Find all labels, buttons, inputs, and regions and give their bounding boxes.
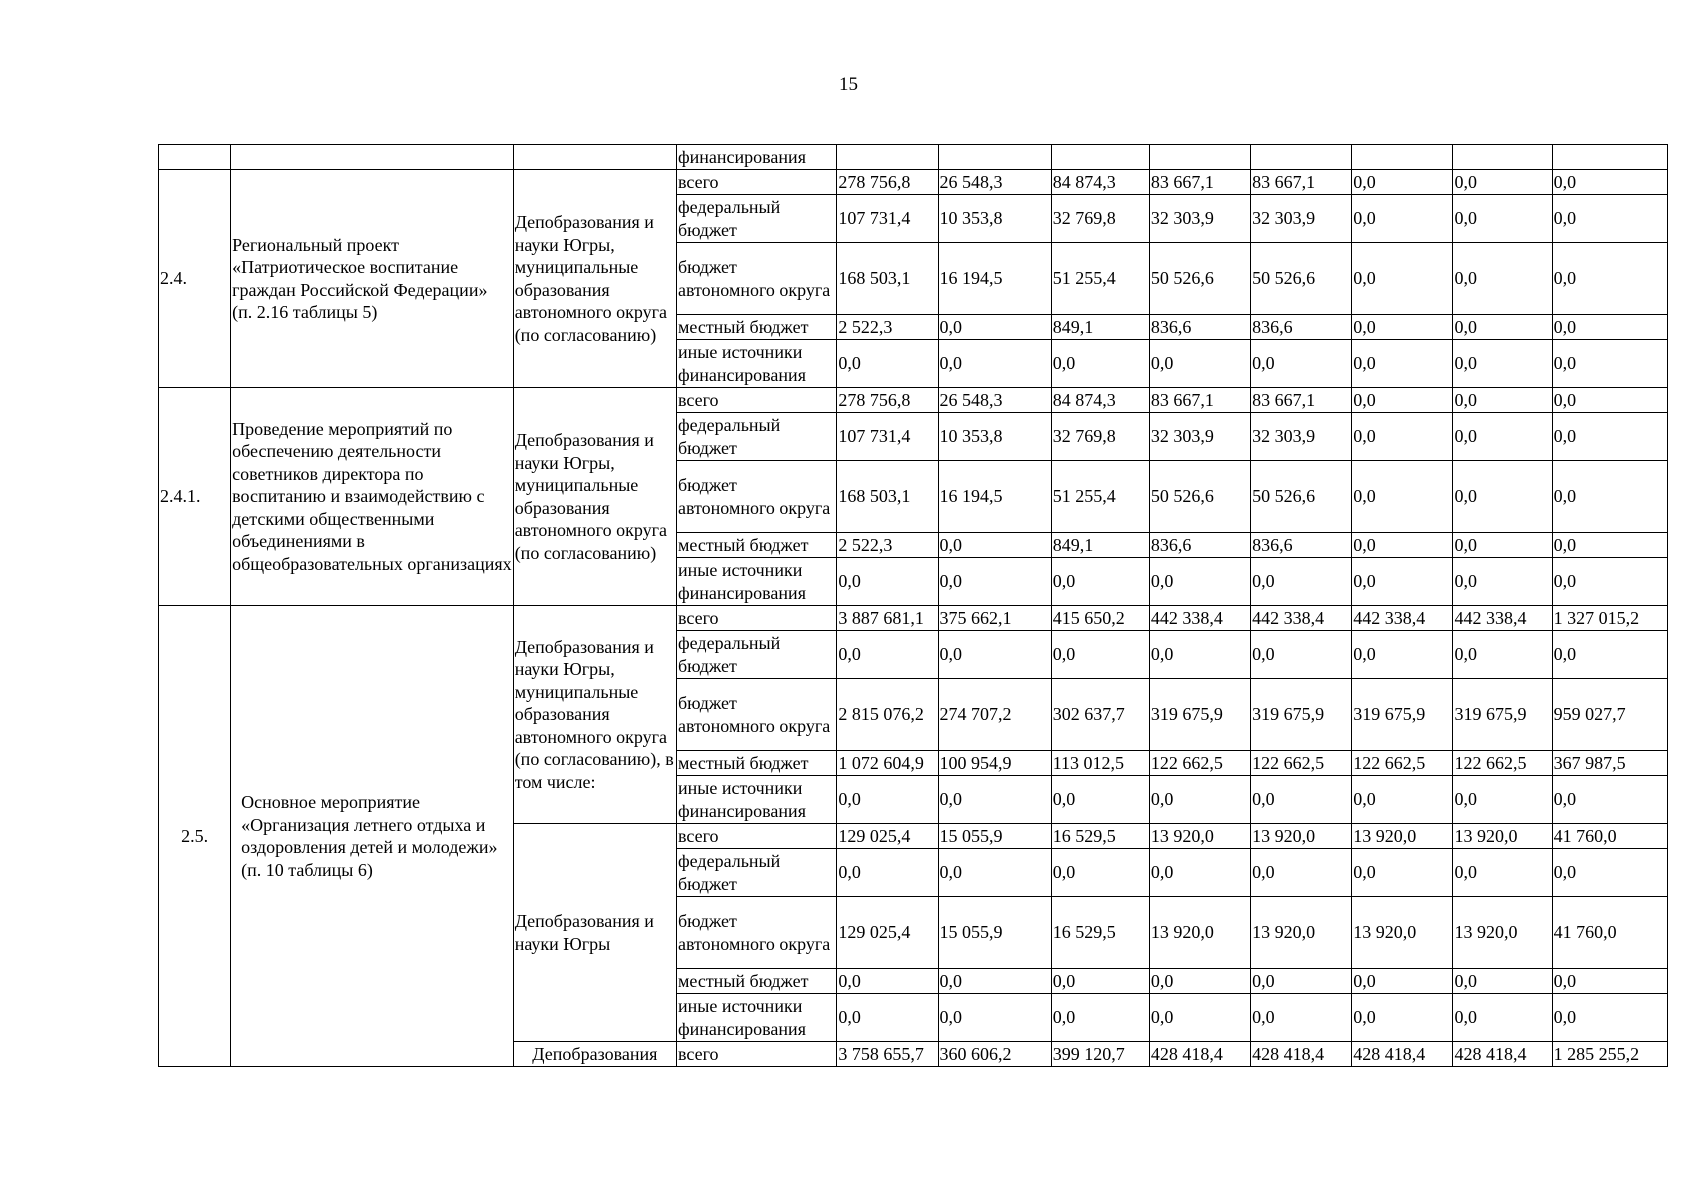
value-cell: 41 760,0: [1552, 824, 1667, 849]
funding-source-cell: федеральный бюджет: [677, 849, 837, 897]
value-cell: 0,0: [1453, 994, 1552, 1042]
value-cell: 0,0: [1552, 388, 1667, 413]
budget-table: [158, 144, 1668, 1067]
value-cell: 0,0: [1552, 461, 1667, 533]
value-cell: 0,0: [1352, 533, 1453, 558]
code-cell: [159, 145, 231, 170]
value-cell: 168 503,1: [837, 461, 938, 533]
value-cell: 1 327 015,2: [1552, 606, 1667, 631]
value-cell: 0,0: [1453, 776, 1552, 824]
value-cell: [1051, 145, 1149, 170]
value-cell: 0,0: [938, 969, 1051, 994]
value-cell: 32 303,9: [1251, 413, 1352, 461]
value-cell: 0,0: [1453, 461, 1552, 533]
value-cell: 0,0: [1149, 776, 1250, 824]
value-cell: 41 760,0: [1552, 897, 1667, 969]
value-cell: 0,0: [938, 631, 1051, 679]
value-cell: 2 522,3: [837, 533, 938, 558]
value-cell: 32 769,8: [1051, 413, 1149, 461]
value-cell: 83 667,1: [1149, 388, 1250, 413]
value-cell: 0,0: [1051, 340, 1149, 388]
value-cell: 0,0: [1552, 631, 1667, 679]
value-cell: 15 055,9: [938, 897, 1051, 969]
value-cell: 16 529,5: [1051, 897, 1149, 969]
value-cell: 15 055,9: [938, 824, 1051, 849]
value-cell: 50 526,6: [1251, 243, 1352, 315]
value-cell: 428 418,4: [1352, 1042, 1453, 1067]
value-cell: 0,0: [1251, 969, 1352, 994]
funding-source-cell: местный бюджет: [677, 751, 837, 776]
value-cell: 0,0: [938, 315, 1051, 340]
funding-source-cell: бюджет автономного округа: [677, 679, 837, 751]
name-cell: Основное мероприятие «Организация летнего отдыха и оздоровления детей и молодежи» (п. 10 таблицы 6): [231, 606, 514, 1067]
value-cell: 428 418,4: [1453, 1042, 1552, 1067]
value-cell: 0,0: [1149, 340, 1250, 388]
funding-source-cell: всего: [677, 824, 837, 849]
funding-source-cell: всего: [677, 1042, 837, 1067]
funding-source-cell: федеральный бюджет: [677, 631, 837, 679]
funding-source-cell: финансирования: [677, 145, 837, 170]
value-cell: 50 526,6: [1149, 243, 1250, 315]
responsible-cell: Депобразования и науки Югры, муниципальные образования автономного округа (по согласованию): [513, 170, 676, 388]
value-cell: 13 920,0: [1251, 897, 1352, 969]
value-cell: 0,0: [1453, 849, 1552, 897]
value-cell: 122 662,5: [1352, 751, 1453, 776]
value-cell: 0,0: [1352, 631, 1453, 679]
value-cell: 107 731,4: [837, 413, 938, 461]
value-cell: 0,0: [1251, 631, 1352, 679]
value-cell: 2 522,3: [837, 315, 938, 340]
value-cell: [1251, 145, 1352, 170]
value-cell: 0,0: [1552, 994, 1667, 1042]
value-cell: 0,0: [1352, 340, 1453, 388]
value-cell: 0,0: [1453, 195, 1552, 243]
value-cell: 13 920,0: [1149, 897, 1250, 969]
value-cell: [938, 145, 1051, 170]
value-cell: 0,0: [837, 340, 938, 388]
value-cell: 1 072 604,9: [837, 751, 938, 776]
value-cell: 0,0: [1149, 849, 1250, 897]
value-cell: 428 418,4: [1251, 1042, 1352, 1067]
value-cell: [837, 145, 938, 170]
code-cell: 2.4.: [159, 170, 231, 388]
value-cell: 32 769,8: [1051, 195, 1149, 243]
responsible-cell: Депобразования и науки Югры, муниципальные образования автономного округа (по согласованию): [513, 388, 676, 606]
funding-source-cell: бюджет автономного округа: [677, 461, 837, 533]
value-cell: 0,0: [1149, 558, 1250, 606]
value-cell: 0,0: [1251, 340, 1352, 388]
value-cell: 0,0: [1352, 969, 1453, 994]
responsible-cell: Депобразования и науки Югры, муниципальные образования автономного округа (по согласованию), в том числе:: [513, 606, 676, 824]
value-cell: 1 285 255,2: [1552, 1042, 1667, 1067]
value-cell: 849,1: [1051, 315, 1149, 340]
value-cell: 0,0: [1453, 315, 1552, 340]
funding-source-cell: иные источники финансирования: [677, 558, 837, 606]
funding-source-cell: иные источники финансирования: [677, 994, 837, 1042]
value-cell: 0,0: [1552, 243, 1667, 315]
value-cell: 51 255,4: [1051, 243, 1149, 315]
value-cell: 836,6: [1149, 533, 1250, 558]
value-cell: 13 920,0: [1251, 824, 1352, 849]
value-cell: 0,0: [1453, 533, 1552, 558]
value-cell: 0,0: [1552, 558, 1667, 606]
value-cell: 10 353,8: [938, 413, 1051, 461]
value-cell: 274 707,2: [938, 679, 1051, 751]
value-cell: 0,0: [837, 849, 938, 897]
value-cell: 0,0: [837, 631, 938, 679]
value-cell: 13 920,0: [1453, 824, 1552, 849]
page-number: 15: [839, 74, 858, 95]
value-cell: 83 667,1: [1251, 388, 1352, 413]
value-cell: 959 027,7: [1552, 679, 1667, 751]
value-cell: 442 338,4: [1453, 606, 1552, 631]
value-cell: 0,0: [938, 849, 1051, 897]
value-cell: 278 756,8: [837, 170, 938, 195]
value-cell: 122 662,5: [1453, 751, 1552, 776]
value-cell: 0,0: [1453, 340, 1552, 388]
value-cell: 0,0: [1051, 776, 1149, 824]
value-cell: 415 650,2: [1051, 606, 1149, 631]
name-cell: [231, 145, 514, 170]
funding-source-cell: федеральный бюджет: [677, 413, 837, 461]
value-cell: 0,0: [1352, 413, 1453, 461]
value-cell: 0,0: [938, 994, 1051, 1042]
name-cell: Региональный проект «Патриотическое воспитание граждан Российской Федерации» (п. 2.16 таблицы 5): [231, 170, 514, 388]
value-cell: 0,0: [1552, 849, 1667, 897]
value-cell: 0,0: [1051, 558, 1149, 606]
value-cell: 26 548,3: [938, 170, 1051, 195]
value-cell: 32 303,9: [1149, 413, 1250, 461]
value-cell: 26 548,3: [938, 388, 1051, 413]
value-cell: 0,0: [837, 776, 938, 824]
value-cell: 84 874,3: [1051, 170, 1149, 195]
value-cell: [1149, 145, 1250, 170]
value-cell: 302 637,7: [1051, 679, 1149, 751]
value-cell: 13 920,0: [1453, 897, 1552, 969]
value-cell: [1552, 145, 1667, 170]
value-cell: 0,0: [1552, 315, 1667, 340]
code-cell: 2.4.1.: [159, 388, 231, 606]
value-cell: 0,0: [1552, 776, 1667, 824]
value-cell: 168 503,1: [837, 243, 938, 315]
value-cell: 129 025,4: [837, 897, 938, 969]
value-cell: 836,6: [1149, 315, 1250, 340]
value-cell: 13 920,0: [1149, 824, 1250, 849]
value-cell: 122 662,5: [1251, 751, 1352, 776]
value-cell: 319 675,9: [1453, 679, 1552, 751]
value-cell: 0,0: [1051, 631, 1149, 679]
value-cell: 360 606,2: [938, 1042, 1051, 1067]
value-cell: 0,0: [1051, 969, 1149, 994]
funding-source-cell: бюджет автономного округа: [677, 897, 837, 969]
value-cell: 0,0: [1453, 631, 1552, 679]
value-cell: 0,0: [1352, 776, 1453, 824]
value-cell: 0,0: [1051, 994, 1149, 1042]
value-cell: 0,0: [1352, 994, 1453, 1042]
value-cell: 0,0: [1552, 195, 1667, 243]
value-cell: 0,0: [1552, 413, 1667, 461]
value-cell: 0,0: [1453, 243, 1552, 315]
value-cell: 375 662,1: [938, 606, 1051, 631]
responsible-cell: Депобразования: [513, 1042, 676, 1067]
value-cell: 2 815 076,2: [837, 679, 938, 751]
value-cell: 83 667,1: [1149, 170, 1250, 195]
value-cell: 0,0: [1352, 195, 1453, 243]
value-cell: 50 526,6: [1251, 461, 1352, 533]
value-cell: 0,0: [1552, 969, 1667, 994]
value-cell: 0,0: [837, 969, 938, 994]
value-cell: 0,0: [837, 994, 938, 1042]
value-cell: 83 667,1: [1251, 170, 1352, 195]
value-cell: 0,0: [1552, 533, 1667, 558]
value-cell: 32 303,9: [1251, 195, 1352, 243]
value-cell: 13 920,0: [1352, 897, 1453, 969]
value-cell: 0,0: [1453, 170, 1552, 195]
value-cell: 836,6: [1251, 315, 1352, 340]
value-cell: 10 353,8: [938, 195, 1051, 243]
funding-source-cell: федеральный бюджет: [677, 195, 837, 243]
value-cell: 278 756,8: [837, 388, 938, 413]
value-cell: 319 675,9: [1149, 679, 1250, 751]
responsible-cell: [513, 145, 676, 170]
value-cell: 129 025,4: [837, 824, 938, 849]
value-cell: 122 662,5: [1149, 751, 1250, 776]
value-cell: 0,0: [1251, 849, 1352, 897]
value-cell: [1352, 145, 1453, 170]
value-cell: 849,1: [1051, 533, 1149, 558]
value-cell: 442 338,4: [1251, 606, 1352, 631]
code-cell: 2.5.: [159, 606, 231, 1067]
value-cell: 442 338,4: [1149, 606, 1250, 631]
funding-source-cell: всего: [677, 170, 837, 195]
value-cell: 16 529,5: [1051, 824, 1149, 849]
value-cell: 100 954,9: [938, 751, 1051, 776]
value-cell: 0,0: [1352, 170, 1453, 195]
value-cell: 84 874,3: [1051, 388, 1149, 413]
value-cell: 3 887 681,1: [837, 606, 938, 631]
value-cell: 0,0: [1352, 388, 1453, 413]
value-cell: 0,0: [1552, 170, 1667, 195]
value-cell: 0,0: [1149, 969, 1250, 994]
value-cell: 16 194,5: [938, 461, 1051, 533]
funding-source-cell: всего: [677, 388, 837, 413]
funding-source-cell: иные источники финансирования: [677, 776, 837, 824]
table-row: [159, 170, 1668, 195]
value-cell: 367 987,5: [1552, 751, 1667, 776]
value-cell: 0,0: [1453, 969, 1552, 994]
funding-source-cell: всего: [677, 606, 837, 631]
value-cell: 51 255,4: [1051, 461, 1149, 533]
value-cell: 32 303,9: [1149, 195, 1250, 243]
value-cell: 107 731,4: [837, 195, 938, 243]
value-cell: 50 526,6: [1149, 461, 1250, 533]
value-cell: 319 675,9: [1251, 679, 1352, 751]
value-cell: 0,0: [1352, 243, 1453, 315]
table-row: [159, 388, 1668, 413]
value-cell: 0,0: [938, 533, 1051, 558]
table-row: [159, 606, 1668, 631]
value-cell: 0,0: [1149, 994, 1250, 1042]
value-cell: 0,0: [1352, 315, 1453, 340]
table-row: [159, 145, 1668, 170]
value-cell: 428 418,4: [1149, 1042, 1250, 1067]
value-cell: 0,0: [1352, 461, 1453, 533]
funding-source-cell: местный бюджет: [677, 969, 837, 994]
value-cell: 0,0: [1251, 994, 1352, 1042]
funding-source-cell: иные источники финансирования: [677, 340, 837, 388]
value-cell: 3 758 655,7: [837, 1042, 938, 1067]
funding-source-cell: местный бюджет: [677, 315, 837, 340]
value-cell: 836,6: [1251, 533, 1352, 558]
value-cell: 442 338,4: [1352, 606, 1453, 631]
value-cell: 0,0: [1453, 558, 1552, 606]
value-cell: 16 194,5: [938, 243, 1051, 315]
value-cell: 0,0: [837, 558, 938, 606]
responsible-cell: Депобразования и науки Югры: [513, 824, 676, 1042]
value-cell: 319 675,9: [1352, 679, 1453, 751]
value-cell: 0,0: [1453, 388, 1552, 413]
name-cell: Проведение мероприятий по обеспечению деятельности советников директора по воспитанию и взаимодействию с детскими общественными объединениями в общеобразовательных организациях: [231, 388, 514, 606]
value-cell: 0,0: [1251, 776, 1352, 824]
value-cell: 399 120,7: [1051, 1042, 1149, 1067]
value-cell: 0,0: [938, 776, 1051, 824]
funding-source-cell: местный бюджет: [677, 533, 837, 558]
value-cell: 0,0: [1352, 558, 1453, 606]
value-cell: 0,0: [1552, 340, 1667, 388]
value-cell: 0,0: [1453, 413, 1552, 461]
value-cell: 0,0: [1051, 849, 1149, 897]
value-cell: 0,0: [1251, 558, 1352, 606]
funding-source-cell: бюджет автономного округа: [677, 243, 837, 315]
value-cell: 0,0: [1352, 849, 1453, 897]
value-cell: 13 920,0: [1352, 824, 1453, 849]
value-cell: [1453, 145, 1552, 170]
value-cell: 0,0: [1149, 631, 1250, 679]
value-cell: 113 012,5: [1051, 751, 1149, 776]
value-cell: 0,0: [938, 340, 1051, 388]
value-cell: 0,0: [938, 558, 1051, 606]
